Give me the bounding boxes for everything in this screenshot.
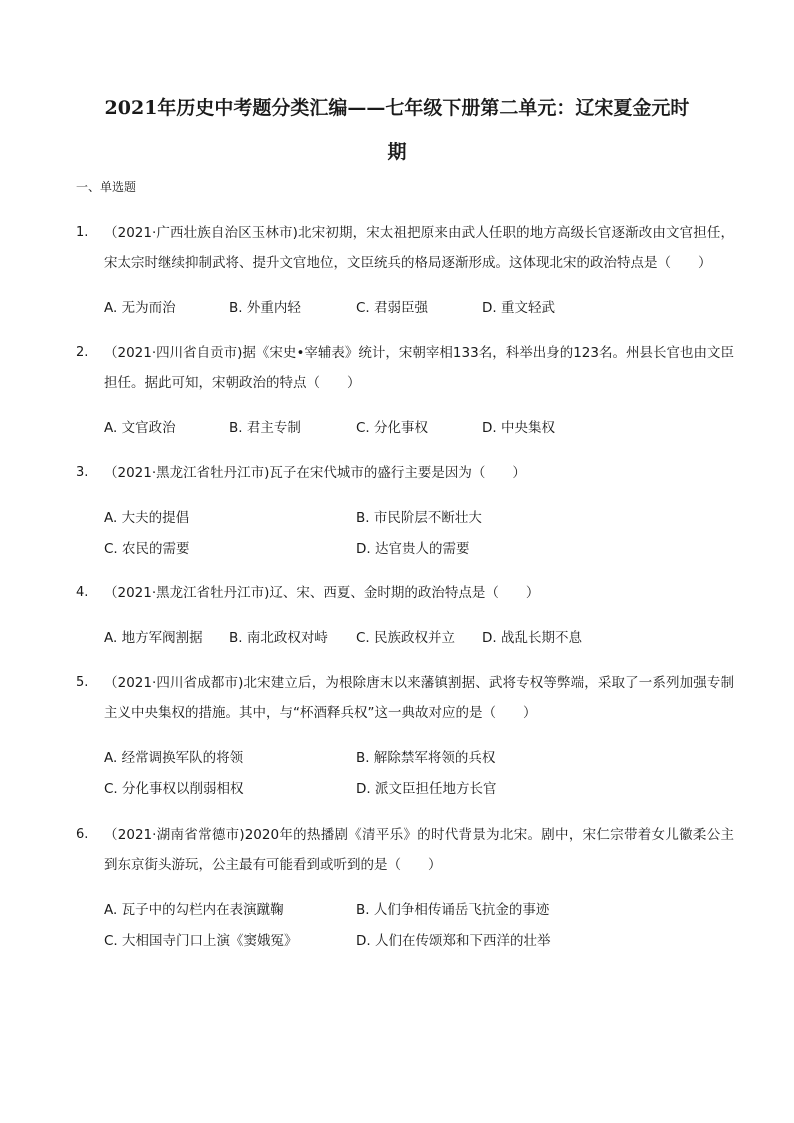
question-stem: （2021·湖南省常德市)2020年的热播剧《清平乐》的时代背景为北宋。剧中，宋仁宗带着女儿徽柔公主到东京街头游玩，公主最有可能看到或听到的是（ ） (104, 827, 734, 873)
title-line-1: 2021年历史中考题分类汇编——七年级下册第二单元：辽宋夏金元时 (104, 97, 690, 119)
question-number: 1. (76, 225, 89, 240)
option-d[interactable]: D. 人们在传颂郑和下西洋的壮举 (356, 933, 551, 949)
option-b[interactable]: B. 南北政权对峙 (229, 630, 328, 646)
question-stem: （2021·四川省成都市)北宋建立后，为根除唐末以来藩镇割据、武将专权等弊端，采取了一系列加强专制主义中央集权的措施。其中，与“杯酒释兵权”这一典故对应的是（ ） (104, 675, 734, 721)
question-number: 6. (76, 827, 89, 842)
question-number: 4. (76, 585, 89, 600)
option-a[interactable]: A. 经常调换军队的将领 (104, 750, 244, 766)
question-stem: （2021·黑龙江省牡丹江市)辽、宋、西夏、金时期的政治特点是（ ） (104, 585, 540, 601)
option-d[interactable]: D. 达官贵人的需要 (356, 541, 470, 557)
option-d[interactable]: D. 中央集权 (482, 420, 555, 436)
title-line-2: 期 (387, 141, 407, 163)
question-number: 2. (76, 345, 89, 360)
option-d[interactable]: D. 派文臣担任地方长官 (356, 781, 497, 797)
option-a[interactable]: A. 无为而治 (104, 300, 176, 316)
option-c[interactable]: C. 大相国寺门口上演《窦娥冤》 (104, 933, 298, 949)
question-stem: （2021·广西壮族自治区玉林市)北宋初期，宋太祖把原来由武人任职的地方高级长官逐渐改由文官担任，宋太宗时继续抑制武将、提升文官地位，文臣统兵的格局逐渐形成。这体现北宋的政治特点是（ ） (104, 225, 734, 271)
question-number: 5. (76, 675, 89, 690)
option-c[interactable]: C. 民族政权并立 (356, 630, 456, 646)
option-a[interactable]: A. 文官政治 (104, 420, 176, 436)
option-b[interactable]: B. 外重内轻 (229, 300, 301, 316)
section-heading: 一、单选题 (76, 180, 137, 194)
option-a[interactable]: A. 地方军阀割据 (104, 630, 203, 646)
option-d[interactable]: D. 重文轻武 (482, 300, 555, 316)
title (60, 86, 734, 174)
option-b[interactable]: B. 解除禁军将领的兵权 (356, 750, 496, 766)
option-c[interactable]: C. 农民的需要 (104, 541, 190, 557)
question-stem: （2021·黑龙江省牡丹江市)瓦子在宋代城市的盛行主要是因为（ ） (104, 465, 526, 481)
option-a[interactable]: A. 大夫的提倡 (104, 510, 190, 526)
question-number: 3. (76, 465, 89, 480)
option-c[interactable]: C. 君弱臣强 (356, 300, 429, 316)
option-c[interactable]: C. 分化事权以削弱相权 (104, 781, 244, 797)
option-b[interactable]: B. 君主专制 (229, 420, 301, 436)
option-c[interactable]: C. 分化事权 (356, 420, 429, 436)
option-b[interactable]: B. 市民阶层不断壮大 (356, 510, 482, 526)
option-d[interactable]: D. 战乱长期不息 (482, 630, 582, 646)
option-a[interactable]: A. 瓦子中的勾栏内在表演蹴鞠 (104, 902, 284, 918)
option-b[interactable]: B. 人们争相传诵岳飞抗金的事迹 (356, 902, 550, 918)
question-stem: （2021·四川省自贡市)据《宋史•宰辅表》统计，宋朝宰相133名，科举出身的123名。州县长官也由文臣担任。据此可知，宋朝政治的特点（ ） (104, 345, 734, 391)
